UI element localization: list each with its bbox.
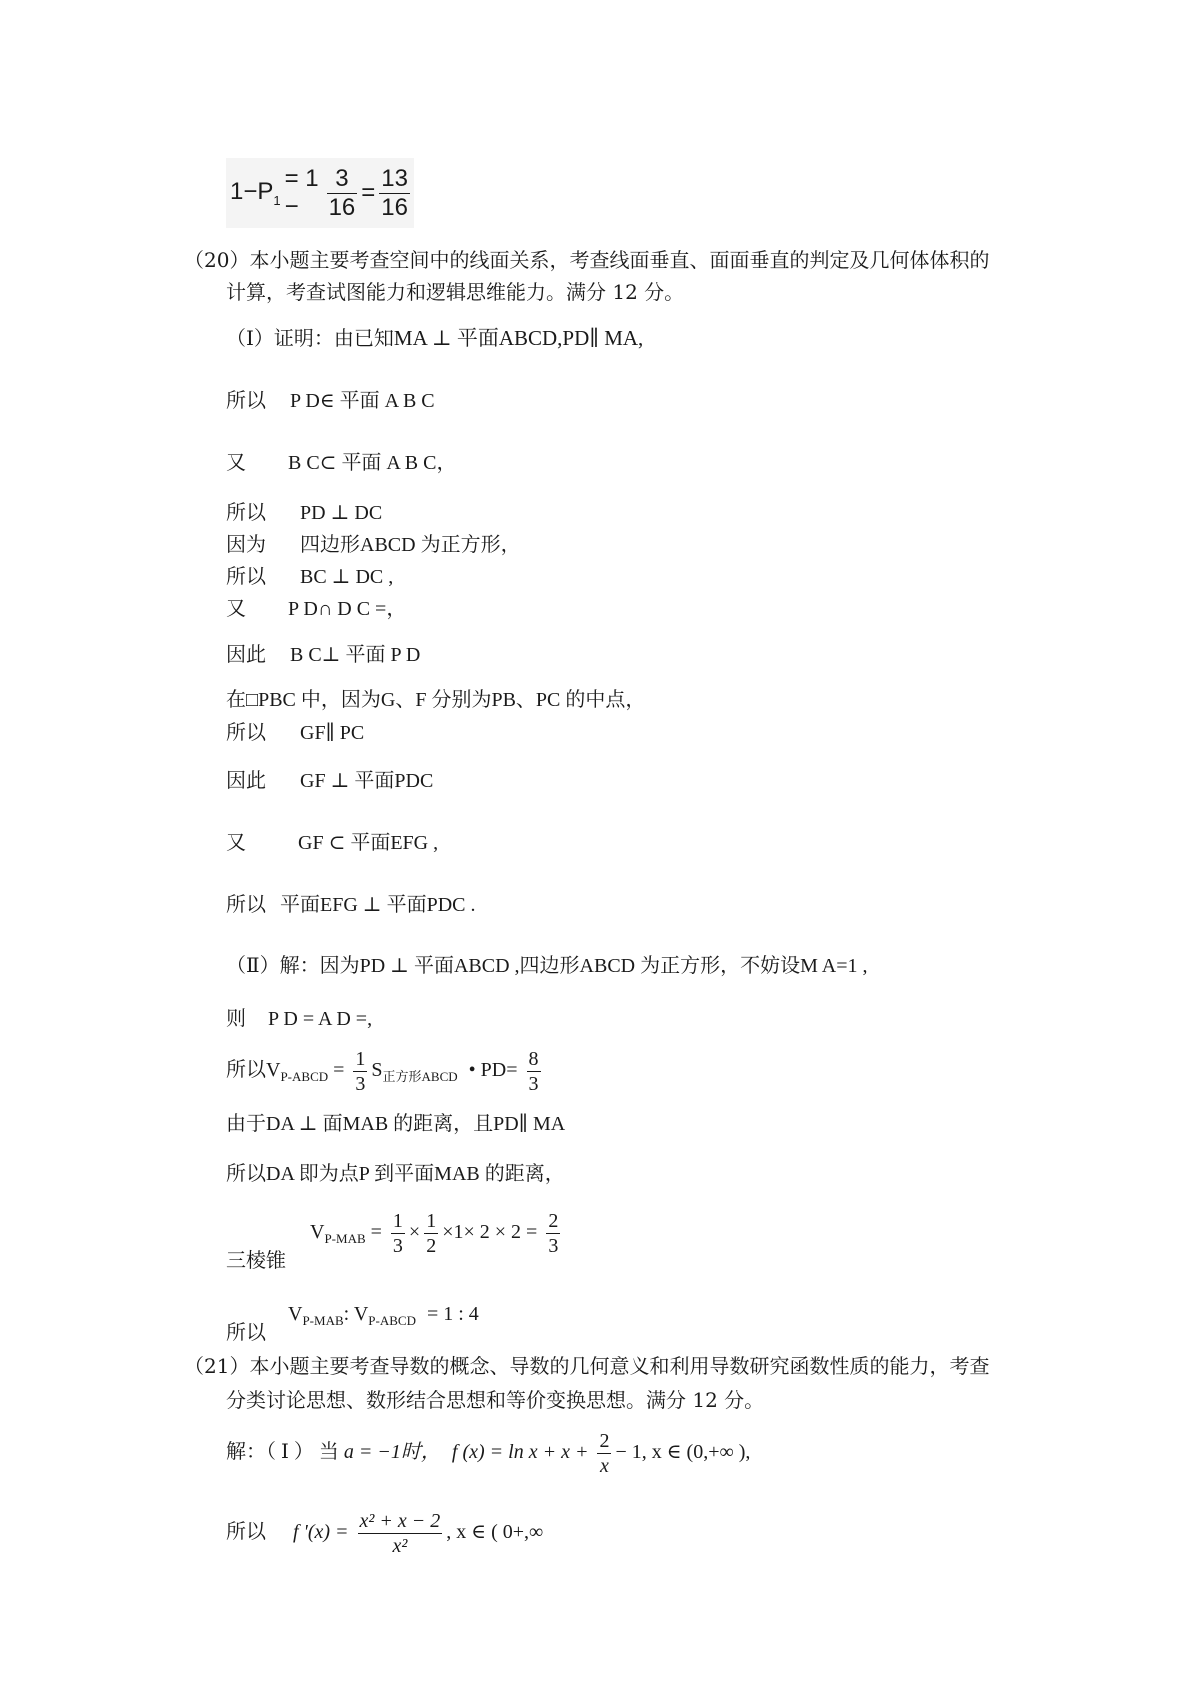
q20-part2-line-2: 所以$V_{P-ABCD}$ = $\frac{1}{3}$ $S_{正方形ABCD}$ • PD= $\frac{8}{3}$ bbox=[226, 1047, 539, 1095]
fraction-derivative: $\frac{\text{x² + x − 2}}{\text{x²}}$ bbox=[359, 1509, 441, 1557]
q20-line-4: 因为 四边形ABCD 为正方形， bbox=[226, 532, 521, 556]
q20-part2-line-3: 由于DA ⊥ 面MAB 的距离，且PD∥ MA bbox=[226, 1113, 566, 1135]
formula-eq: = bbox=[361, 179, 376, 206]
fraction-one-half: $\frac{1}{2}$ bbox=[426, 1209, 437, 1257]
fraction-two-over-x: $\frac{2}{x}$ bbox=[599, 1429, 610, 1477]
q20-line-11: 又 GF ⊂ 平面EFG , bbox=[226, 830, 439, 854]
formula-mid: = 1 − bbox=[284, 165, 319, 220]
q20-line-10: 因此 GF ⊥ 平面PDC bbox=[226, 768, 434, 792]
q21-header-line-2: 分类讨论思想、数形结合思想和等价变换思想。满分 12 分。 bbox=[226, 1388, 765, 1412]
formula-fraction-1: $\frac{3}{16}$ bbox=[328, 164, 356, 221]
formula-fraction-2: $\frac{13}{16}$ bbox=[381, 164, 408, 221]
formula-image bbox=[226, 158, 414, 228]
q20-proof-intro: （I）证明：由已知MA ⊥ 平面ABCD,PD∥ MA, bbox=[226, 326, 644, 350]
q21-solution-line-2: 所以 f '(x) = $\frac{\text{x² + x − 2}}{\text{x²}}$ , x ∈ ( 0+,∞ bbox=[226, 1509, 544, 1557]
fraction-one-third: $\frac{1}{3}$ bbox=[392, 1209, 403, 1257]
q20-line-2: 又 B C⊂ 平面 A B C， bbox=[226, 450, 457, 474]
formula-left: $1-P_1$ bbox=[230, 178, 281, 208]
q20-part2-line-4: 所以DA 即为点P 到平面MAB 的距离， bbox=[226, 1163, 565, 1185]
q20-part2-intro: （Ⅱ）解：因为PD ⊥ 平面ABCD ,四边形ABCD 为正方形，不妨设M A=1 , bbox=[226, 955, 868, 977]
fraction-one-third: $\frac{1}{3}$ bbox=[355, 1047, 366, 1095]
q20-part2-line-5-label: 三棱锥 bbox=[226, 1248, 286, 1272]
q20-line-8: 在□PBC 中，因为G、F 分别为PB、PC 的中点， bbox=[226, 689, 646, 711]
q20-line-7: 因此 B C⊥ 平面 P D bbox=[226, 642, 421, 666]
q20-part2-line-6: $V_{P-MAB}$: $V_{P-ABCD} = 1$ : 4 bbox=[288, 1303, 479, 1328]
q20-part2-line-5: $V_{P-MAB}$ = $\frac{1}{3}$ × $\frac{1}{2}$ ×1× 2 × 2 = $\frac{2}{3}$ bbox=[310, 1209, 559, 1257]
fraction-eight-thirds: $\frac{8}{3}$ bbox=[528, 1047, 539, 1095]
q20-part2-line-1: 则 P D = A D =, bbox=[226, 1006, 373, 1030]
q20-line-3: 所以 PD ⊥ DC bbox=[226, 500, 383, 524]
q21-header-line-1: （21）本小题主要考查导数的概念、导数的几何意义和利用导数研究函数性质的能力，考查 bbox=[184, 1354, 990, 1378]
fraction-two-thirds: $\frac{2}{3}$ bbox=[548, 1209, 559, 1257]
q20-line-1: 所以 P D∈ 平面 A B C bbox=[226, 388, 435, 412]
q21-solution-line-1: 解：（ Ⅰ ） 当 a = −1时， f (x) = ln x + x + $\frac{2}{x}$ − 1, x ∈ (0,+∞ ), bbox=[226, 1429, 751, 1477]
q20-part2-line-6-label: 所以 bbox=[226, 1320, 266, 1344]
q20-line-6: 又 P D∩ D C =， bbox=[226, 596, 407, 620]
q20-line-12: 所以 平面EFG ⊥ 平面PDC . bbox=[226, 892, 476, 916]
q20-line-9: 所以 GF∥ PC bbox=[226, 720, 365, 744]
q20-line-5: 所以 BC ⊥ DC , bbox=[226, 564, 394, 588]
q20-header-line-1: （20）本小题主要考查空间中的线面关系，考查线面垂直、面面垂直的判定及几何体体积的 bbox=[184, 248, 990, 272]
q20-header-line-2: 计算，考查试图能力和逻辑思维能力。满分 12 分。 bbox=[226, 280, 685, 304]
